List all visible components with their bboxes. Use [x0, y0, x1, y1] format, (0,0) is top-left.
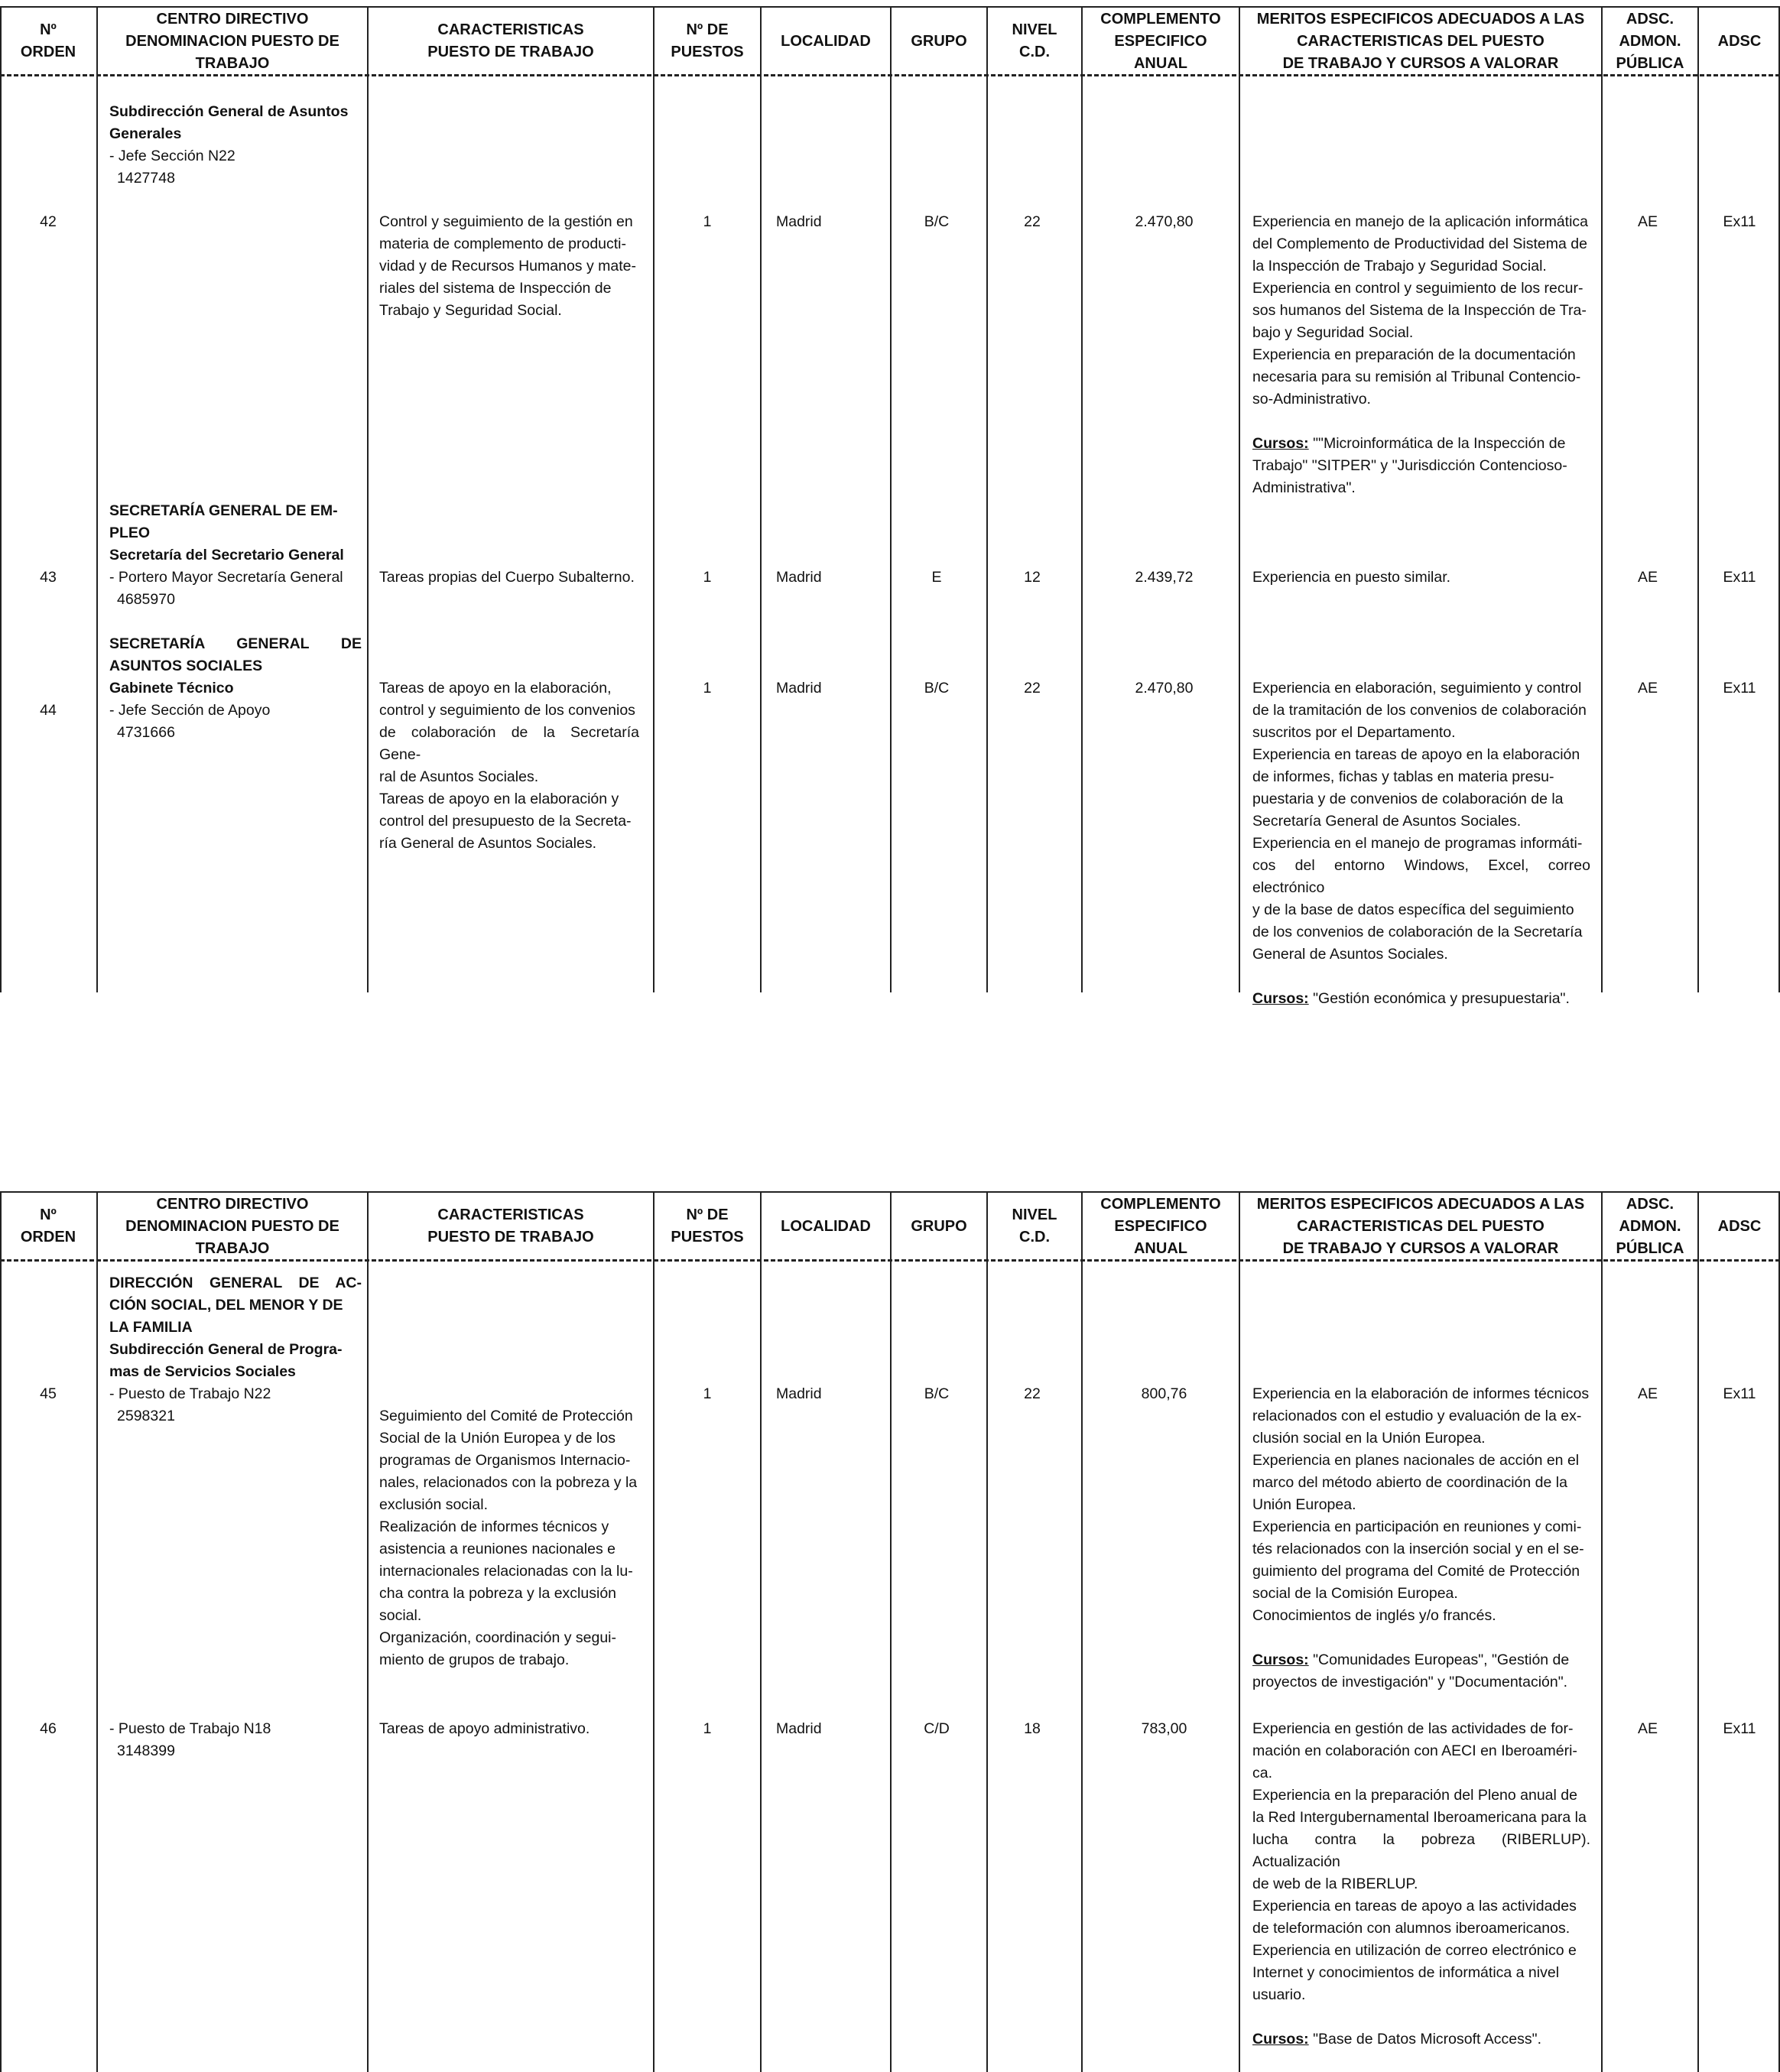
header-text: ADMON. — [1619, 1217, 1681, 1235]
caracteristicas-text — [379, 677, 639, 855]
nivel-value: 18 — [1024, 1720, 1041, 1737]
header-text: PÚBLICA — [1616, 1239, 1684, 1257]
header-text: PUESTO DE TRABAJO — [427, 44, 594, 60]
grupo-value: B/C — [924, 680, 950, 697]
unit-line: Subdirección General de Asuntos — [109, 103, 349, 120]
header-grupo — [892, 8, 986, 75]
text-line: necesaria para su remisión al Tribunal Contencio- — [1252, 369, 1581, 385]
complemento-value: 800,76 — [1141, 1385, 1187, 1402]
header-text: PUESTOS — [671, 44, 744, 60]
header-meritos — [1240, 8, 1601, 75]
text-line: materia de complemento de producti- — [379, 235, 626, 252]
header-centro — [98, 1193, 367, 1260]
table-section-1 — [0, 6, 1780, 1007]
text-line: Experiencia en control y seguimiento de los recur- — [1252, 280, 1583, 297]
header-text: MERITOS ESPECIFICOS ADECUADOS A LAS — [1256, 10, 1585, 28]
complemento-value: 2.470,80 — [1135, 213, 1194, 230]
header-text: COMPLEMENTO — [1100, 1195, 1221, 1213]
text-line: Conocimientos de inglés y/o francés. — [1252, 1607, 1496, 1624]
text-line: cos del entorno Windows, Excel, correo electrónico — [1252, 857, 1590, 896]
puesto-name — [109, 1383, 362, 1427]
text-line: del Complemento de Productividad del Sistema de — [1252, 235, 1587, 252]
column-rule — [1081, 6, 1083, 992]
meritos-text — [1252, 1383, 1590, 1694]
header-text: DENOMINACION PUESTO DE — [125, 32, 339, 50]
header-text: CARACTERISTICAS DEL PUESTO — [1297, 1217, 1545, 1235]
header-text: ADSC. — [1626, 1195, 1674, 1213]
adsc-value: Ex11 — [1723, 680, 1756, 697]
text-line: Trabajo y Seguridad Social. — [379, 302, 562, 319]
text-line: puestaria y de convenios de colaboración de la — [1252, 791, 1564, 807]
row-number: 43 — [40, 569, 57, 586]
meritos-text — [1252, 677, 1590, 1010]
grupo-value: B/C — [924, 213, 950, 230]
header-adsc — [1699, 8, 1780, 75]
puesto-code: 3148399 — [117, 1742, 175, 1759]
text-line: Experiencia en el manejo de programas informáti- — [1252, 835, 1583, 852]
text-line: Experiencia en gestión de las actividades de for- — [1252, 1720, 1574, 1737]
header-text: ORDEN — [20, 1229, 76, 1245]
unit-line: SECRETARÍA GENERAL DE EM- — [109, 502, 338, 519]
adsc-value: Ex11 — [1723, 213, 1756, 230]
table-section-2 — [0, 1191, 1780, 2072]
row-number: 42 — [40, 213, 57, 230]
header-text: Nº — [40, 21, 57, 38]
npuestos-value: 1 — [703, 213, 712, 230]
column-rule — [96, 1191, 98, 2072]
header-nivel — [988, 1193, 1081, 1260]
unit-name — [109, 500, 362, 567]
column-rule — [1081, 1191, 1083, 2072]
meritos-text — [1252, 211, 1590, 499]
text-line: "Comunidades Europeas", "Gestión de — [1313, 1651, 1570, 1668]
header-text: DE TRABAJO Y CURSOS A VALORAR — [1282, 54, 1559, 72]
column-rule — [96, 6, 98, 992]
header-nivel — [988, 8, 1081, 75]
unit-line: PLEO — [109, 524, 151, 541]
grupo-value: B/C — [924, 1385, 950, 1402]
text-line: Experiencia en tareas de apoyo en la elaboración — [1252, 746, 1580, 763]
header-complemento — [1083, 8, 1239, 75]
text-line: so-Administrativo. — [1252, 391, 1371, 408]
text-line: Experiencia en tareas de apoyo a las actividades — [1252, 1898, 1577, 1914]
puesto-code: 1427748 — [117, 170, 175, 187]
header-text: Nº DE — [686, 1207, 729, 1223]
text-line: Seguimiento del Comité de Protección — [379, 1408, 633, 1424]
text-line: tés relacionados con la inserción social y en el se- — [1252, 1541, 1584, 1557]
header-text: Nº DE — [686, 21, 729, 38]
header-text: PÚBLICA — [1616, 54, 1684, 72]
header-text: CENTRO DIRECTIVO — [156, 10, 309, 28]
puesto-code: 2598321 — [117, 1408, 175, 1424]
header-adsc — [1699, 1193, 1780, 1260]
nivel-value: 22 — [1024, 680, 1041, 697]
header-grupo — [892, 1193, 986, 1260]
adsc-value: Ex11 — [1723, 1385, 1756, 1402]
text-line: General de Asuntos Sociales. — [1252, 946, 1448, 963]
column-rule — [1601, 6, 1603, 992]
text-line: Experiencia en la preparación del Pleno anual de — [1252, 1787, 1577, 1804]
text-line: "Base de Datos Microsoft Access". — [1313, 2031, 1541, 2048]
unit-line: mas de Servicios Sociales — [109, 1363, 296, 1380]
text-line: Social de la Unión Europea y de los — [379, 1430, 616, 1447]
header-text: ADMON. — [1619, 32, 1681, 50]
unit-line: ASUNTOS SOCIALES — [109, 658, 263, 674]
text-line: riales del sistema de Inspección de — [379, 280, 612, 297]
unit-line: CIÓN SOCIAL, DEL MENOR Y DE — [109, 1297, 343, 1314]
text-line: social de la Comisión Europea. — [1252, 1585, 1458, 1602]
puesto-code: 4731666 — [117, 724, 175, 741]
text-line: ""Microinformática de la Inspección de — [1313, 435, 1566, 452]
header-text: ADSC — [1717, 32, 1762, 50]
puesto-name — [109, 145, 362, 190]
text-line: control del presupuesto de la Secreta- — [379, 813, 632, 830]
header-text: NIVEL — [1012, 21, 1057, 38]
row-number: 46 — [40, 1720, 57, 1737]
header-text: CARACTERISTICAS — [437, 1207, 584, 1223]
text-line: lucha contra la pobreza (RIBERLUP). Actualización — [1252, 1831, 1590, 1870]
row-number: 45 — [40, 1385, 57, 1402]
header-npuestos — [655, 1193, 760, 1260]
text-line: proyectos de investigación" y "Documentación". — [1252, 1674, 1568, 1690]
header-text: GRUPO — [911, 32, 967, 50]
text-line: "Gestión económica y presupuestaria". — [1313, 990, 1570, 1007]
column-rule — [760, 1191, 762, 2072]
header-meritos — [1240, 1193, 1601, 1260]
localidad-value: Madrid — [776, 1720, 822, 1737]
column-rule — [986, 1191, 988, 2072]
puesto-line: - Puesto de Trabajo N18 — [109, 1720, 271, 1737]
header-text: ANUAL — [1133, 1239, 1187, 1257]
cursos-label: Cursos: — [1252, 990, 1309, 1007]
puesto-name — [109, 567, 362, 611]
header-text: PUESTOS — [671, 1229, 744, 1245]
text-line: mación en colaboración con AECI en Iberoaméri- — [1252, 1742, 1577, 1759]
text-line: Control y seguimiento de la gestión en — [379, 213, 633, 230]
complemento-value: 783,00 — [1141, 1720, 1187, 1737]
unit-line: Gabinete Técnico — [109, 680, 234, 697]
caracteristicas-text: Tareas de apoyo administrativo. — [379, 1720, 590, 1737]
text-line: ca. — [1252, 1765, 1273, 1781]
column-rule — [0, 6, 2, 992]
header-text: COMPLEMENTO — [1100, 10, 1221, 28]
header-text: C.D. — [1019, 1229, 1050, 1245]
column-rule — [1239, 1191, 1240, 2072]
header-centro — [98, 8, 367, 75]
caracteristicas-text — [379, 1405, 639, 1671]
text-line: exclusión social. — [379, 1496, 488, 1513]
header-text: PUESTO DE TRABAJO — [427, 1229, 594, 1245]
column-rule — [0, 1191, 2, 2072]
text-line: Trabajo" "SITPER" y "Jurisdicción Contencioso- — [1252, 457, 1567, 474]
text-line: sos humanos del Sistema de la Inspección de Tra- — [1252, 302, 1587, 319]
text-line: de la tramitación de los convenios de colaboración — [1252, 702, 1587, 719]
header-text: MERITOS ESPECIFICOS ADECUADOS A LAS — [1256, 1195, 1585, 1213]
text-line: Experiencia en manejo de la aplicación informática — [1252, 213, 1588, 230]
unit-name — [109, 1272, 362, 1383]
header-text: CENTRO DIRECTIVO — [156, 1195, 309, 1213]
text-line: de los convenios de colaboración de la Secretaría — [1252, 924, 1583, 940]
adsc-value: Ex11 — [1723, 569, 1756, 586]
cursos-label: Cursos: — [1252, 2031, 1309, 2048]
unit-line: DIRECCIÓN GENERAL DE AC- — [109, 1275, 362, 1291]
puesto-line: - Jefe Sección de Apoyo — [109, 702, 271, 719]
unit-line: Secretaría del Secretario General — [109, 547, 344, 563]
text-line: Experiencia en participación en reuniones y comi- — [1252, 1518, 1582, 1535]
admon-value: AE — [1637, 213, 1658, 230]
column-rule — [367, 1191, 369, 2072]
header-orden — [0, 1193, 96, 1260]
text-line: y de la base de datos específica del seguimiento — [1252, 901, 1574, 918]
text-line: guimiento del programa del Comité de Protección — [1252, 1563, 1580, 1580]
header-text: DENOMINACION PUESTO DE — [125, 1217, 339, 1235]
nivel-value: 22 — [1024, 1385, 1041, 1402]
puesto-line: - Puesto de Trabajo N22 — [109, 1385, 271, 1402]
text-line: internacionales relacionadas con la lu- — [379, 1563, 633, 1580]
text-line: control y seguimiento de los convenios — [379, 702, 635, 719]
text-line: vidad y de Recursos Humanos y mate- — [379, 258, 636, 274]
text-line: Experiencia en la elaboración de informes técnicos — [1252, 1385, 1590, 1402]
unit-line: Generales — [109, 125, 182, 142]
row-number: 44 — [40, 702, 57, 719]
complemento-value: 2.470,80 — [1135, 680, 1194, 697]
text-line: la Inspección de Trabajo y Seguridad Social. — [1252, 258, 1547, 274]
text-line: la Red Intergubernamental Iberoamericana para la — [1252, 1809, 1587, 1826]
complemento-value: 2.439,72 — [1135, 569, 1194, 586]
text-line: clusión social en la Unión Europea. — [1252, 1430, 1486, 1447]
column-rule — [367, 6, 369, 992]
adsc-value: Ex11 — [1723, 1720, 1756, 1737]
text-line: ral de Asuntos Sociales. — [379, 768, 539, 785]
text-line: usuario. — [1252, 1986, 1306, 2003]
header-text: NIVEL — [1012, 1207, 1057, 1223]
header-text: TRABAJO — [195, 54, 270, 72]
text-line: de colaboración de la Secretaría Gene- — [379, 724, 639, 763]
text-line: cha contra la pobreza y la exclusión — [379, 1585, 617, 1602]
admon-value: AE — [1637, 1720, 1658, 1737]
text-line: social. — [379, 1607, 422, 1624]
npuestos-value: 1 — [703, 1385, 712, 1402]
header-text: ADSC. — [1626, 10, 1674, 28]
header-text: C.D. — [1019, 44, 1050, 60]
text-line: nales, relacionados con la pobreza y la — [379, 1474, 638, 1491]
text-line: suscritos por el Departamento. — [1252, 724, 1456, 741]
puesto-line: - Jefe Sección N22 — [109, 148, 235, 164]
npuestos-value: 1 — [703, 680, 712, 697]
header-text: LOCALIDAD — [781, 1217, 871, 1235]
text-line: Experiencia en elaboración, seguimiento y control — [1252, 680, 1582, 697]
column-rule — [1697, 6, 1699, 992]
header-npuestos — [655, 8, 760, 75]
text-line: Experiencia en preparación de la documentación — [1252, 346, 1576, 363]
column-rule — [986, 6, 988, 992]
header-text: Nº — [40, 1207, 57, 1223]
header-text: CARACTERISTICAS — [437, 21, 584, 38]
text-line: asistencia a reuniones nacionales e — [379, 1541, 616, 1557]
column-rule — [890, 6, 892, 992]
puesto-name — [109, 700, 362, 744]
meritos-text: Experiencia en puesto similar. — [1252, 569, 1451, 586]
localidad-value: Madrid — [776, 213, 822, 230]
header-localidad — [762, 8, 890, 75]
header-complemento — [1083, 1193, 1239, 1260]
header-text: ESPECIFICO — [1114, 1217, 1207, 1235]
text-line: marco del método abierto de coordinación de la — [1252, 1474, 1567, 1491]
header-text: LOCALIDAD — [781, 32, 871, 50]
text-line: Organización, coordinación y segui- — [379, 1629, 617, 1646]
text-line: ría General de Asuntos Sociales. — [379, 835, 596, 852]
cursos-label: Cursos: — [1252, 435, 1309, 452]
unit-line: LA FAMILIA — [109, 1319, 193, 1336]
meritos-text — [1252, 1718, 1590, 2051]
text-line: Experiencia en planes nacionales de acción en el — [1252, 1452, 1580, 1469]
text-line: de web de la RIBERLUP. — [1252, 1876, 1418, 1892]
text-line: Tareas de apoyo en la elaboración, — [379, 680, 612, 697]
unit-line: Subdirección General de Progra- — [109, 1341, 343, 1358]
admon-value: AE — [1637, 1385, 1658, 1402]
header-text: ORDEN — [20, 44, 76, 60]
unit-name — [109, 101, 362, 145]
localidad-value: Madrid — [776, 680, 822, 697]
caracteristicas-text — [379, 211, 639, 322]
grupo-value: E — [931, 569, 942, 586]
header-caracteristicas — [369, 8, 653, 75]
admon-value: AE — [1637, 569, 1658, 586]
column-rule — [653, 1191, 655, 2072]
header-text: ADSC — [1717, 1217, 1762, 1235]
text-line: Administrativa". — [1252, 479, 1356, 496]
header-text: CARACTERISTICAS DEL PUESTO — [1297, 32, 1545, 50]
text-line: relacionados con el estudio y evaluación de la ex- — [1252, 1408, 1582, 1424]
text-line: Experiencia en utilización de correo electrónico e — [1252, 1942, 1577, 1959]
unit-line: SECRETARÍA GENERAL DE — [109, 635, 362, 652]
puesto-line: - Portero Mayor Secretaría General — [109, 569, 343, 586]
text-line: programas de Organismos Internacio- — [379, 1452, 631, 1469]
nivel-value: 12 — [1024, 569, 1041, 586]
caracteristicas-text: Tareas propias del Cuerpo Subalterno. — [379, 569, 635, 586]
header-text: GRUPO — [911, 1217, 967, 1235]
puesto-code: 4685970 — [117, 591, 175, 608]
localidad-value: Madrid — [776, 1385, 822, 1402]
localidad-value: Madrid — [776, 569, 822, 586]
header-caracteristicas — [369, 1193, 653, 1260]
column-rule — [653, 6, 655, 992]
header-localidad — [762, 1193, 890, 1260]
grupo-value: C/D — [924, 1720, 950, 1737]
cursos-label: Cursos: — [1252, 1651, 1309, 1668]
column-rule — [760, 6, 762, 992]
column-rule — [890, 1191, 892, 2072]
text-line: miento de grupos de trabajo. — [379, 1651, 570, 1668]
nivel-value: 22 — [1024, 213, 1041, 230]
column-rule — [1601, 1191, 1603, 2072]
unit-name — [109, 633, 362, 700]
header-text: ESPECIFICO — [1114, 32, 1207, 50]
header-text: TRABAJO — [195, 1239, 270, 1257]
admon-value: AE — [1637, 680, 1658, 697]
header-text: ANUAL — [1133, 54, 1187, 72]
text-line: de teleformación con alumnos iberoamericanos. — [1252, 1920, 1570, 1937]
text-line: bajo y Seguridad Social. — [1252, 324, 1414, 341]
column-rule — [1697, 1191, 1699, 2072]
text-line: Realización de informes técnicos y — [379, 1518, 609, 1535]
header-orden — [0, 8, 96, 75]
puesto-name — [109, 1718, 362, 1762]
text-line: de informes, fichas y tablas en materia presu- — [1252, 768, 1554, 785]
header-admon — [1603, 1193, 1697, 1260]
npuestos-value: 1 — [703, 1720, 712, 1737]
header-text: DE TRABAJO Y CURSOS A VALORAR — [1282, 1239, 1559, 1257]
text-line: Internet y conocimientos de informática a nivel — [1252, 1964, 1560, 1981]
column-rule — [1239, 6, 1240, 992]
npuestos-value: 1 — [703, 569, 712, 586]
text-line: Secretaría General de Asuntos Sociales. — [1252, 813, 1522, 830]
header-admon — [1603, 8, 1697, 75]
text-line: Tareas de apoyo en la elaboración y — [379, 791, 619, 807]
text-line: Unión Europea. — [1252, 1496, 1356, 1513]
